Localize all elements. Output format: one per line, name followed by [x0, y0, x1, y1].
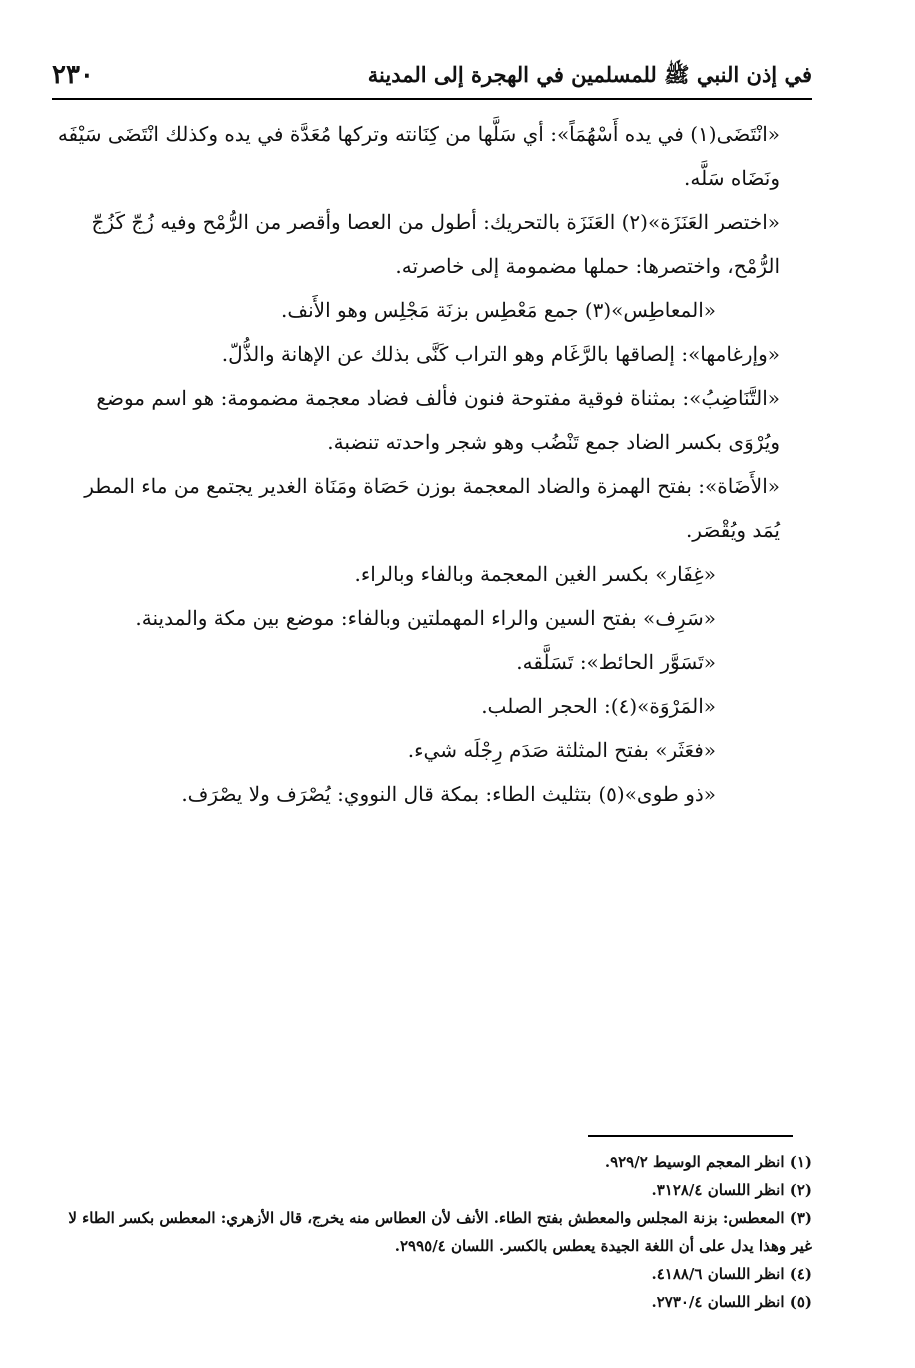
glossary-entry-sarif: «سَرِف» بفتح السين والراء المهملتين وبالفاء: موضع بين مكة والمدينة.	[135, 606, 716, 630]
glossary-entry-tanadub: «التَّنَاضِبُ»: بمثناة فوقية مفتوحة فنون فألف فضاد معجمة مضمومة: هو اسم موضع ويُرْوَى بكسر الضاد جمع تَنْضُب وهو شجر واحدته تنضبة.	[96, 386, 780, 454]
footnote-4: (٤) انظر اللسان ٤١٨٨/٦.	[651, 1265, 812, 1283]
header-rule	[52, 98, 812, 100]
glossary-entry-anaza: «اختصر العَنَزَة»(٢) العَنَزَة بالتحريك: أطول من العصا وأقصر من الرُّمْح وفيه زُجّ كَزُجّ الرُّمْح، واختصرها: حملها مضمومة إلى خاصرته.	[91, 210, 780, 278]
footnote-1: (١) انظر المعجم الوسيط ٩٢٩/٢.	[604, 1153, 812, 1171]
glossary-entry-adah: «الأَضَاة»: بفتح الهمزة والضاد المعجمة بوزن حَصَاة ومَنَاة الغدير يجتمع من ماء المطر يُمَد ويُقْصَر.	[84, 474, 780, 542]
glossary-entry-athar: «فعَثَر» بفتح المثلثة صَدَم رِجْلَه شيء.	[407, 738, 716, 762]
glossary-entry-maatis: «المعاطِس»(٣) جمع مَعْطِس بزنَة مَجْلِس وهو الأَنف.	[281, 298, 716, 322]
footnote-5: (٥) انظر اللسان ٢٧٣٠/٤.	[651, 1293, 812, 1311]
running-title: في إذن النبي ﷺ للمسلمين في الهجرة إلى المدينة	[367, 62, 812, 87]
glossary-entry-intada: «انْتَضَى(١) في يده أَسْهُمَاً»: أي سَلَّها من كِنَانته وتركها مُعَدَّة في يده وكذلك انْتَضَى سَيْفَه ونَضَاه سَلَّه.	[57, 122, 780, 190]
footnote-2: (٢) انظر اللسان ٣١٢٨/٤.	[651, 1181, 812, 1199]
glossary-entry-tasawwar: «تَسَوَّر الحائط»: تَسَلَّقه.	[516, 650, 716, 674]
footnotes	[52, 1148, 812, 1316]
glossary-entry-marwa: «المَرْوَة»(٤): الحجر الصلب.	[481, 694, 716, 718]
page-header	[52, 56, 812, 96]
glossary-entry-irgham: «وإرغامها»: إلصاقها بالرَّغَام وهو التراب كَنَّى بذلك عن الإهانة والذُّلّ.	[221, 342, 780, 366]
footnote-3: (٣) المعطس: بزنة المجلس والمعطش بفتح الطاء. الأنف لأن العطاس منه يخرج، قال الأزهري: المعطس بكسر الطاء لا غير وهذا يدل على أن اللغة الجيدة يعطس بالكسر. اللسان ٢٩٩٥/٤.	[68, 1209, 812, 1255]
glossary-body	[52, 112, 812, 816]
glossary-entry-dhu-tuwa: «ذو طوى»(٥) بتثليث الطاء: بمكة قال النووي: يُصْرَف ولا يصْرَف.	[181, 782, 716, 806]
footnote-rule	[588, 1135, 793, 1137]
glossary-entry-ghifar: «غِفَار» بكسر الغين المعجمة وبالفاء وبالراء.	[354, 562, 716, 586]
page-number: ٢٣٠	[52, 60, 94, 90]
